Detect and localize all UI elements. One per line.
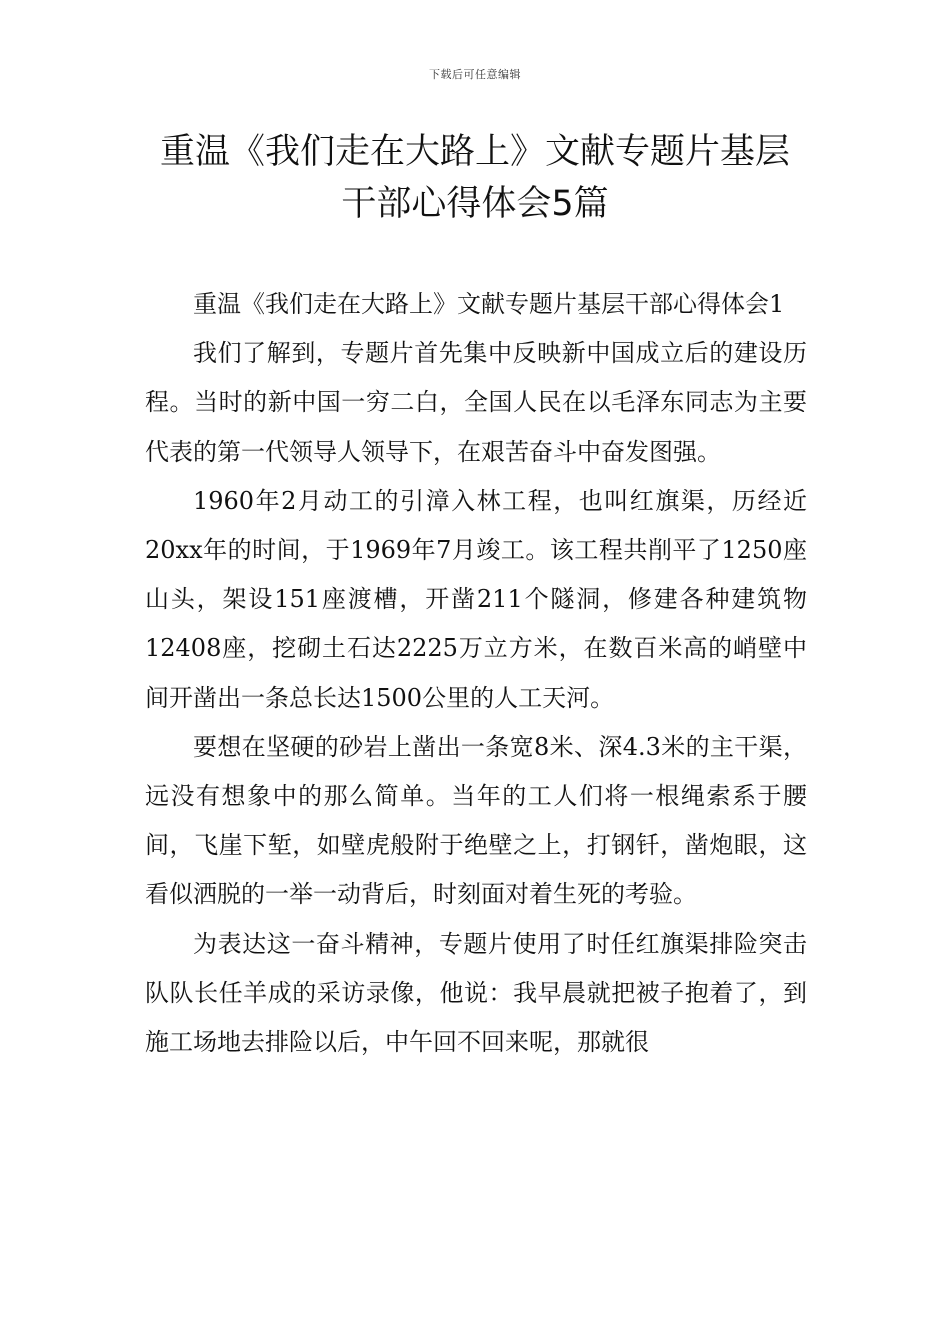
body-paragraph: 1960年2月动工的引漳入林工程，也叫红旗渠，历经近20xx年的时间，于1969年7月竣工。该工程共削平了1250座山头，架设151座渡槽，开凿211个隧洞，修建各种建筑物12408座，挖砌土石达2225万立方米，在数百米高的峭壁中间开凿出一条总长达1500公里的人工天河。 [145, 486, 807, 712]
document-title [130, 126, 820, 230]
header-note: 下载后可任意编辑 [429, 68, 521, 81]
section-heading: 重温《我们走在大路上》文献专题片基层干部心得体会1 [193, 290, 785, 318]
body-paragraph: 要想在坚硬的砂岩上凿出一条宽8米、深4.3米的主干渠，远没有想象中的那么简单。当年的工人们将一根绳索系于腰间，飞崖下堑，如壁虎般附于绝壁之上，打钢钎，凿炮眼，这看似洒脱的一举一动背后，时刻面对着生死的考验。 [145, 732, 807, 909]
title-line-1: 重温《我们走在大路上》文献专题片基层 [159, 132, 790, 172]
document-body [145, 280, 807, 1067]
body-paragraph: 我们了解到，专题片首先集中反映新中国成立后的建设历程。当时的新中国一穷二白，全国人民在以毛泽东同志为主要代表的第一代领导人领导下，在艰苦奋斗中奋发图强。 [145, 339, 807, 466]
title-line-2: 干部心得体会5篇 [341, 184, 609, 224]
body-paragraph: 为表达这一奋斗精神，专题片使用了时任红旗渠排险突击队队长任羊成的采访录像，他说：我早晨就把被子抱着了，到施工场地去排险以后，中午回不回来呢，那就很 [145, 929, 807, 1057]
